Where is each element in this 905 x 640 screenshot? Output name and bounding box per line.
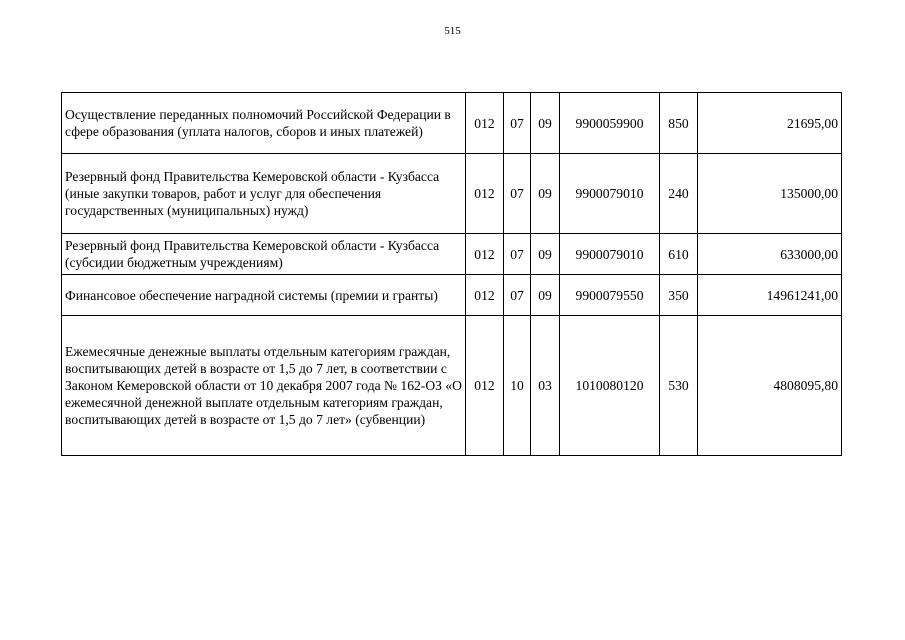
row-expense-type: 240: [660, 154, 698, 234]
row-expense-type: 850: [660, 93, 698, 154]
table-row: [62, 316, 842, 456]
row-subsection: 03: [531, 316, 560, 456]
table-row: [62, 93, 842, 154]
budget-table: [61, 92, 842, 456]
row-target-article: 9900059900: [560, 93, 660, 154]
row-amount: 135000,00: [698, 154, 842, 234]
row-subsection: 09: [531, 93, 560, 154]
table-row: [62, 275, 842, 316]
row-description: Резервный фонд Правительства Кемеровской области - Кузбасса (субсидии бюджетным учреждениям): [62, 234, 466, 275]
row-subsection: 09: [531, 154, 560, 234]
row-section: 07: [504, 154, 531, 234]
page-number: 515: [444, 25, 461, 37]
row-amount: 14961241,00: [698, 275, 842, 316]
row-expense-type: 350: [660, 275, 698, 316]
row-description: Резервный фонд Правительства Кемеровской области - Кузбасса (иные закупки товаров, работ и услуг для обеспечения государственных (муниципальных) нужд): [62, 154, 466, 234]
row-admin-code: 012: [466, 154, 504, 234]
row-target-article: 1010080120: [560, 316, 660, 456]
table-row: [62, 234, 842, 275]
row-section: 07: [504, 93, 531, 154]
row-description: Финансовое обеспечение наградной системы (премии и гранты): [62, 275, 466, 316]
row-subsection: 09: [531, 275, 560, 316]
row-description: Ежемесячные денежные выплаты отдельным категориям граждан, воспитывающих детей в возрасте от 1,5 до 7 лет, в соответствии с Законом Кемеровской области от 10 декабря 2007 года № 162-ОЗ «О ежемесячной денежной выплате отдельным категориям граждан, воспитывающих детей в возрасте от 1,5 до 7 лет» (субвенции): [62, 316, 466, 456]
row-amount: 633000,00: [698, 234, 842, 275]
row-admin-code: 012: [466, 275, 504, 316]
row-target-article: 9900079010: [560, 154, 660, 234]
table-row: [62, 154, 842, 234]
row-amount: 4808095,80: [698, 316, 842, 456]
row-admin-code: 012: [466, 93, 504, 154]
row-description: Осуществление переданных полномочий Российской Федерации в сфере образования (уплата налогов, сборов и иных платежей): [62, 93, 466, 154]
row-section: 07: [504, 234, 531, 275]
row-target-article: 9900079010: [560, 234, 660, 275]
row-expense-type: 610: [660, 234, 698, 275]
row-admin-code: 012: [466, 316, 504, 456]
row-expense-type: 530: [660, 316, 698, 456]
row-amount: 21695,00: [698, 93, 842, 154]
row-section: 10: [504, 316, 531, 456]
row-admin-code: 012: [466, 234, 504, 275]
row-target-article: 9900079550: [560, 275, 660, 316]
row-subsection: 09: [531, 234, 560, 275]
row-section: 07: [504, 275, 531, 316]
